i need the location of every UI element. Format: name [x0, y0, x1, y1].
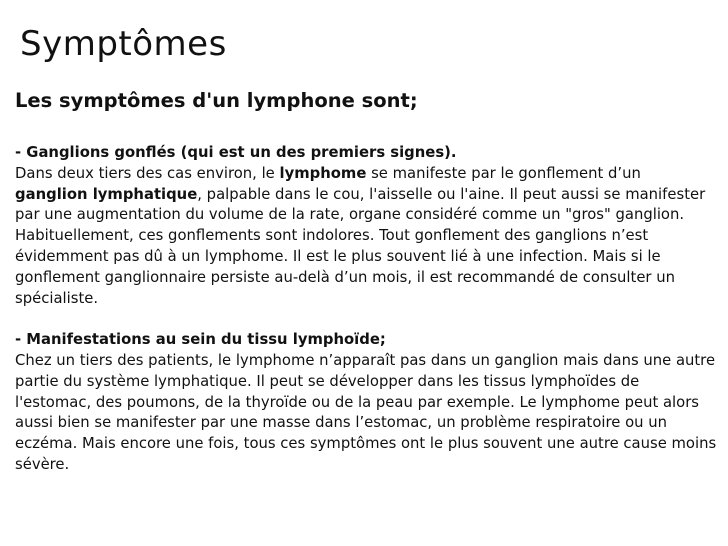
section-swollen-glands: [15, 143, 717, 309]
slide-subtitle: Les symptômes d'un lymphone sont;: [15, 89, 418, 112]
text-segment: Dans deux tiers des cas environ, le: [15, 164, 280, 182]
text-segment: se manifeste par le gonflement d’un: [366, 164, 641, 182]
section-heading-swollen-glands: - Ganglions gonflés (qui est un des premiers signes).: [15, 144, 457, 161]
slide-title: Symptômes: [20, 24, 227, 64]
section-heading-lymphoid-tissue: - Manifestations au sein du tissu lymphoïde;: [15, 331, 386, 349]
bold-term-ganglion: ganglion lymphatique: [15, 185, 198, 203]
paragraph-gap: [15, 309, 717, 330]
section-text-swollen-glands: [15, 164, 717, 310]
section-text-lymphoid-tissue: Chez un tiers des patients, le lymphome n’apparaît pas dans un ganglion mais dans une autre partie du système lymphatique. Il peut se développer dans les tissus lymphoïdes de l'estomac, des poumons, de la thyroïde ou de la peau par exemple. Le lymphome peut alors aussi bien se manifester par une masse dans l’estomac, un problème respiratoire ou un eczéma. Mais encore une fois, tous ces symptômes ont le plus souvent une autre cause moins sévère.: [15, 351, 717, 473]
slide-body: [15, 143, 717, 476]
section-lymphoid-tissue: [15, 330, 717, 476]
text-segment: , palpable dans le cou, l'aisselle ou l'aine. Il peut aussi se manifester par une augmentation du volume de la rate, organe considéré comme un "gros" ganglion. Habituellement, ces gonflements sont indolores. Tout gonflement des ganglions n’est évidemment pas dû à un lymphome. Il est le plus souvent lié à une infection. Mais si le gonflement ganglionnaire persiste au-delà d’un mois, il est recommandé de consulter un spécialiste.: [15, 185, 706, 307]
bold-term-lymphome: lymphome: [279, 164, 367, 182]
